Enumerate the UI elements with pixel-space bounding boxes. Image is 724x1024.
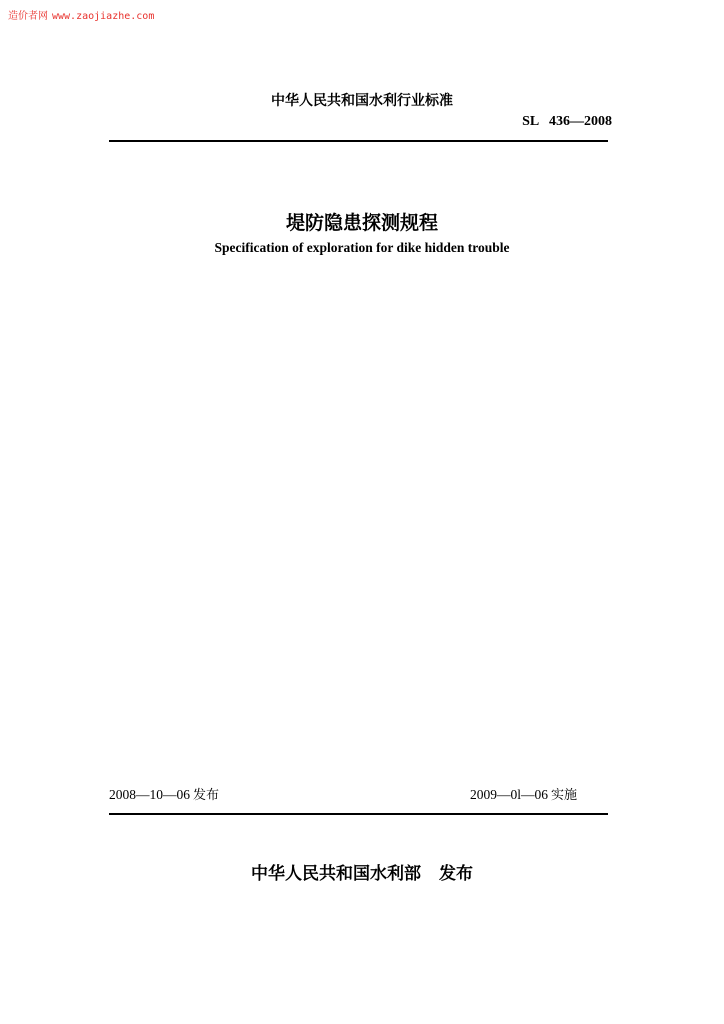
watermark — [8, 7, 154, 22]
header-divider — [109, 140, 608, 142]
issue-label: 发布 — [193, 788, 220, 803]
publisher-line — [0, 859, 724, 884]
implement-date-line — [470, 784, 577, 803]
watermark-url[interactable]: www.zaojiazhe.com — [52, 11, 155, 22]
issue-date: 2008—10—06 — [109, 787, 190, 802]
publisher-name: 中华人民共和国水利部 — [251, 864, 421, 884]
standard-code: SL 436—2008 — [522, 114, 612, 129]
publish-action: 发布 — [439, 864, 473, 884]
document-title-chinese: 堤防隐患探测规程 — [285, 212, 438, 234]
watermark-label: 造价者网 — [8, 11, 48, 22]
implement-date: 2009—0l—06 — [470, 787, 549, 802]
footer-divider — [109, 813, 608, 815]
implement-label: 实施 — [551, 788, 578, 803]
document-title-english: Specification of exploration for dike hidden trouble — [214, 240, 510, 255]
issue-date-line — [109, 784, 219, 803]
standard-category: 中华人民共和国水利行业标准 — [271, 93, 453, 109]
